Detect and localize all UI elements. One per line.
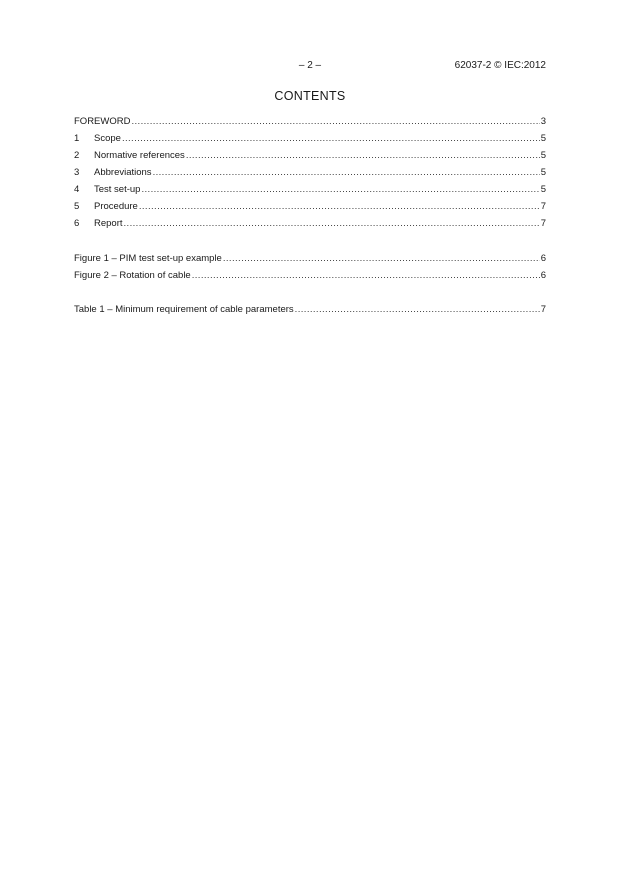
toc-dot-leader xyxy=(153,164,540,181)
toc-entry-title: FOREWORD xyxy=(74,116,131,127)
contents-heading: CONTENTS xyxy=(274,89,346,103)
toc-entry-scope[interactable] xyxy=(74,130,546,147)
toc-entry-abbreviations[interactable] xyxy=(74,164,546,181)
toc-entry-figure-2[interactable] xyxy=(74,267,546,284)
toc-entry-test-set-up[interactable] xyxy=(74,181,546,198)
toc-entry-page: 5 xyxy=(540,133,546,144)
toc-entry-page: 3 xyxy=(540,116,546,127)
toc-entry-page: 5 xyxy=(540,184,546,195)
toc-entry-title: Figure 2 – Rotation of cable xyxy=(74,270,191,281)
toc-entry-page: 6 xyxy=(540,270,546,281)
toc-entry-figure-1[interactable] xyxy=(74,250,546,267)
toc-dot-leader xyxy=(124,215,540,232)
toc-dot-leader xyxy=(141,181,539,198)
toc-entry-report[interactable] xyxy=(74,215,546,232)
toc-dot-leader xyxy=(131,113,539,130)
toc-entry-title: Normative references xyxy=(94,150,185,161)
toc-figures-list xyxy=(74,250,546,284)
toc-entry-page: 7 xyxy=(540,218,546,229)
toc-entry-number: 6 xyxy=(74,218,80,229)
toc-entry-title: Scope xyxy=(94,133,121,144)
toc-tables-list xyxy=(74,301,546,318)
toc-entry-procedure[interactable] xyxy=(74,198,546,215)
toc-entry-title: Figure 1 – PIM test set-up example xyxy=(74,253,222,264)
toc-entry-number: 2 xyxy=(74,150,80,161)
toc-entry-page: 5 xyxy=(540,167,546,178)
toc-entry-page: 5 xyxy=(540,150,546,161)
toc-entry-page: 6 xyxy=(540,253,546,264)
toc-dot-leader xyxy=(223,250,540,267)
toc-dot-leader xyxy=(139,198,540,215)
toc-entry-page: 7 xyxy=(540,201,546,212)
toc-sections-list xyxy=(74,113,546,232)
toc-dot-leader xyxy=(192,267,540,284)
toc-entry-number: 3 xyxy=(74,167,80,178)
toc-entry-table-1[interactable] xyxy=(74,301,546,318)
toc-dot-leader xyxy=(295,301,540,318)
toc-entry-number: 1 xyxy=(74,133,80,144)
toc-entry-page: 7 xyxy=(540,304,546,315)
toc-entry-foreword[interactable] xyxy=(74,113,546,130)
toc-dot-leader xyxy=(122,130,540,147)
toc-entry-number: 4 xyxy=(74,184,80,195)
toc-entry-title: Test set-up xyxy=(94,184,141,195)
document-id: 62037-2 © IEC:2012 xyxy=(454,60,546,71)
page-number: – 2 – xyxy=(298,60,322,71)
toc-entry-title: Report xyxy=(94,218,123,229)
toc-entry-title: Table 1 – Minimum requirement of cable parameters xyxy=(74,304,294,315)
toc-entry-title: Procedure xyxy=(94,201,138,212)
toc-dot-leader xyxy=(186,147,540,164)
toc-entry-title: Abbreviations xyxy=(94,167,152,178)
toc-entry-number: 5 xyxy=(74,201,80,212)
toc-entry-normative-references[interactable] xyxy=(74,147,546,164)
